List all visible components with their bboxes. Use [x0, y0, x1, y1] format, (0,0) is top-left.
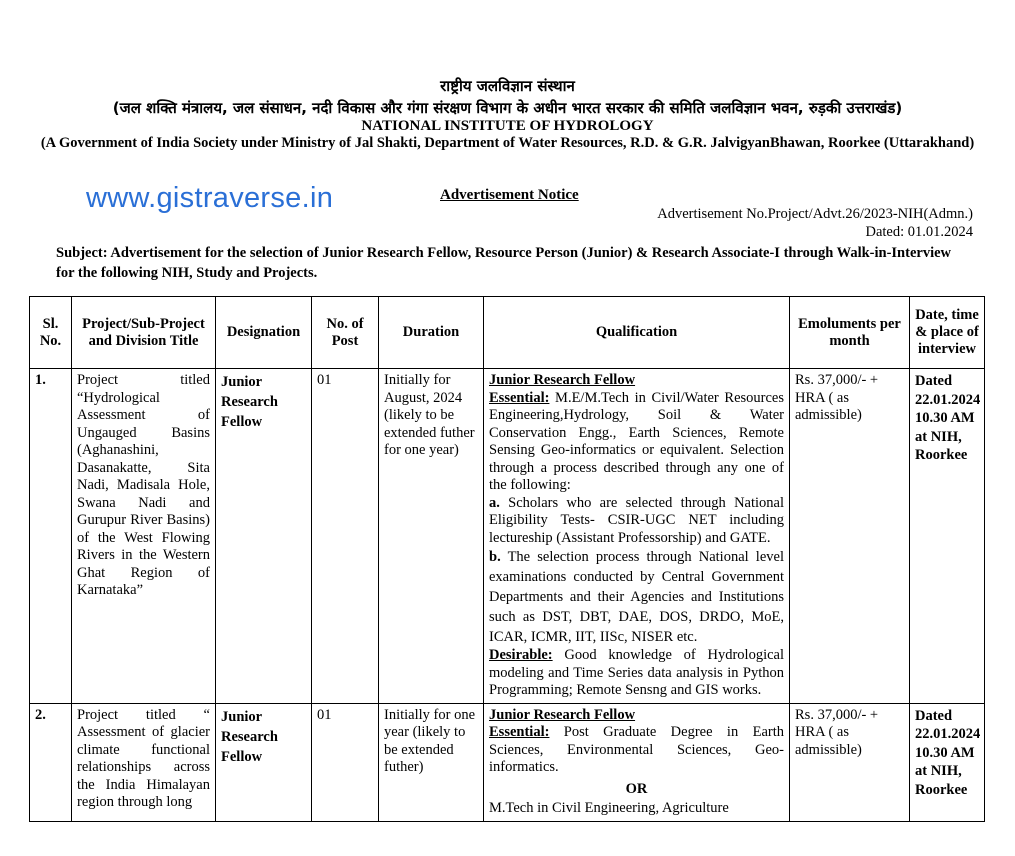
essential-text: M.E/M.Tech in Civil/Water Resources Engineering,Hydrology, Soil & Water Conservation Engg., Earth Sciences, Remote Sensing Geo-informatics or equivalent. Selection through a process described through any one of the following:	[489, 389, 784, 493]
row-qualification	[484, 703, 790, 821]
desirable-text: Good knowledge of Hydrological modeling and Time Series data analysis in Python Programming; Remote Sensng and GIS works.	[489, 647, 784, 698]
subject-line: Subject: Advertisement for the selection of Junior Research Fellow, Resource Person (Junior) & Research Associate-I through Walk-in-Interview for the following NIH, Study and Projects.	[56, 245, 952, 281]
notice-date: Dated: 01.01.2024	[865, 224, 973, 240]
row-sl: 2.	[30, 703, 72, 821]
row-sl: 1.	[30, 369, 72, 704]
institute-title: NATIONAL INSTITUTE OF HYDROLOGY	[361, 118, 654, 134]
row-posts: 01	[312, 369, 379, 704]
essential-label: Essential:	[489, 724, 550, 740]
row-designation: Junior Research Fellow	[216, 369, 312, 704]
col-header-project: Project/Sub-Project and Division Title	[72, 297, 216, 369]
row-qualification	[484, 369, 790, 704]
or-separator: OR	[625, 780, 648, 797]
col-header-duration: Duration	[379, 297, 484, 369]
qualification-title: Junior Research Fellow	[489, 372, 636, 388]
row-designation: Junior Research Fellow	[216, 703, 312, 821]
positions-table	[29, 296, 985, 822]
hindi-title: राष्ट्रीय जलविज्ञान संस्थान	[440, 77, 575, 95]
item-a-text: Scholars who are selected through National Eligibility Tests- CSIR-UGC NET including lectureship (Assistant Professorship) and GATE.	[489, 494, 784, 546]
institute-subtitle: (A Government of India Society under Ministry of Jal Shakti, Department of Water Resources, R.D. & G.R. JalvigyanBhawan, Roorkee (Uttarakhand)	[40, 135, 975, 151]
row-emoluments: Rs. 37,000/- + HRA ( as admissible)	[790, 369, 910, 704]
essential-label: Essential:	[489, 389, 550, 406]
advertisement-number-block	[657, 205, 973, 241]
watermark-link[interactable]: www.gistraverse.in	[86, 182, 334, 214]
extra-qualification: M.Tech in Civil Engineering, Agriculture	[489, 800, 729, 816]
col-header-sl: Sl. No.	[30, 297, 72, 369]
table-row	[30, 703, 985, 821]
row-duration: Initially for August, 2024 (likely to be extended futher for one year)	[379, 369, 484, 704]
col-header-emoluments: Emoluments per month	[790, 297, 910, 369]
item-a-label: a.	[489, 494, 500, 511]
notice-title: Advertisement Notice	[440, 187, 579, 203]
col-header-posts: No. of Post	[312, 297, 379, 369]
row-project: Project titled “ Assessment of glacier climate functional relationships across the India Himalayan region through long	[72, 703, 216, 821]
row-posts: 01	[312, 703, 379, 821]
item-b-text: The selection process through National level examinations conducted by Central Government Departments and their Agencies and Institutions such as DST, DBT, DAE, DOS, DRDO, MoE, ICAR, ICMR, IIT, IISc, NISER etc.	[489, 549, 784, 645]
row-duration: Initially for one year (likely to be extended futher)	[379, 703, 484, 821]
qualification-title: Junior Research Fellow	[489, 706, 636, 723]
col-header-qualification: Qualification	[484, 297, 790, 369]
table-row	[30, 369, 985, 704]
row-interview: Dated 22.01.2024 10.30 AM at NIH, Roorkee	[910, 703, 985, 821]
hindi-subtitle: (जल शक्ति मंत्रालय, जल संसाधन, नदी विकास और गंगा संरक्षण विभाग के अधीन भारत सरकार की समिति जलविज्ञान भवन, रुड़की उत्तराखंड)	[112, 99, 903, 117]
essential-text: Post Graduate Degree in Earth Sciences, Environmental Sciences, Geo-informatics.	[489, 724, 784, 775]
row-emoluments: Rs. 37,000/- + HRA ( as admissible)	[790, 703, 910, 821]
row-interview: Dated 22.01.2024 10.30 AM at NIH, Roorkee	[910, 369, 985, 704]
col-header-interview: Date, time & place of interview	[910, 297, 985, 369]
desirable-label: Desirable:	[489, 647, 553, 663]
row-project: Project titled “Hydrological Assessment of Ungauged Basins (Aghanashini, Dasanakatte, Sita Nadi, Madisala Hole, Swana Nadi and Gurupur River Basins) of the West Flowing Rivers in the Western Ghat Region of Karnataka”	[72, 369, 216, 704]
item-b-label: b.	[489, 549, 501, 565]
table-header-row	[30, 297, 985, 369]
col-header-designation: Designation	[216, 297, 312, 369]
advertisement-number: Advertisement No.Project/Advt.26/2023-NIH(Admn.)	[657, 206, 973, 222]
